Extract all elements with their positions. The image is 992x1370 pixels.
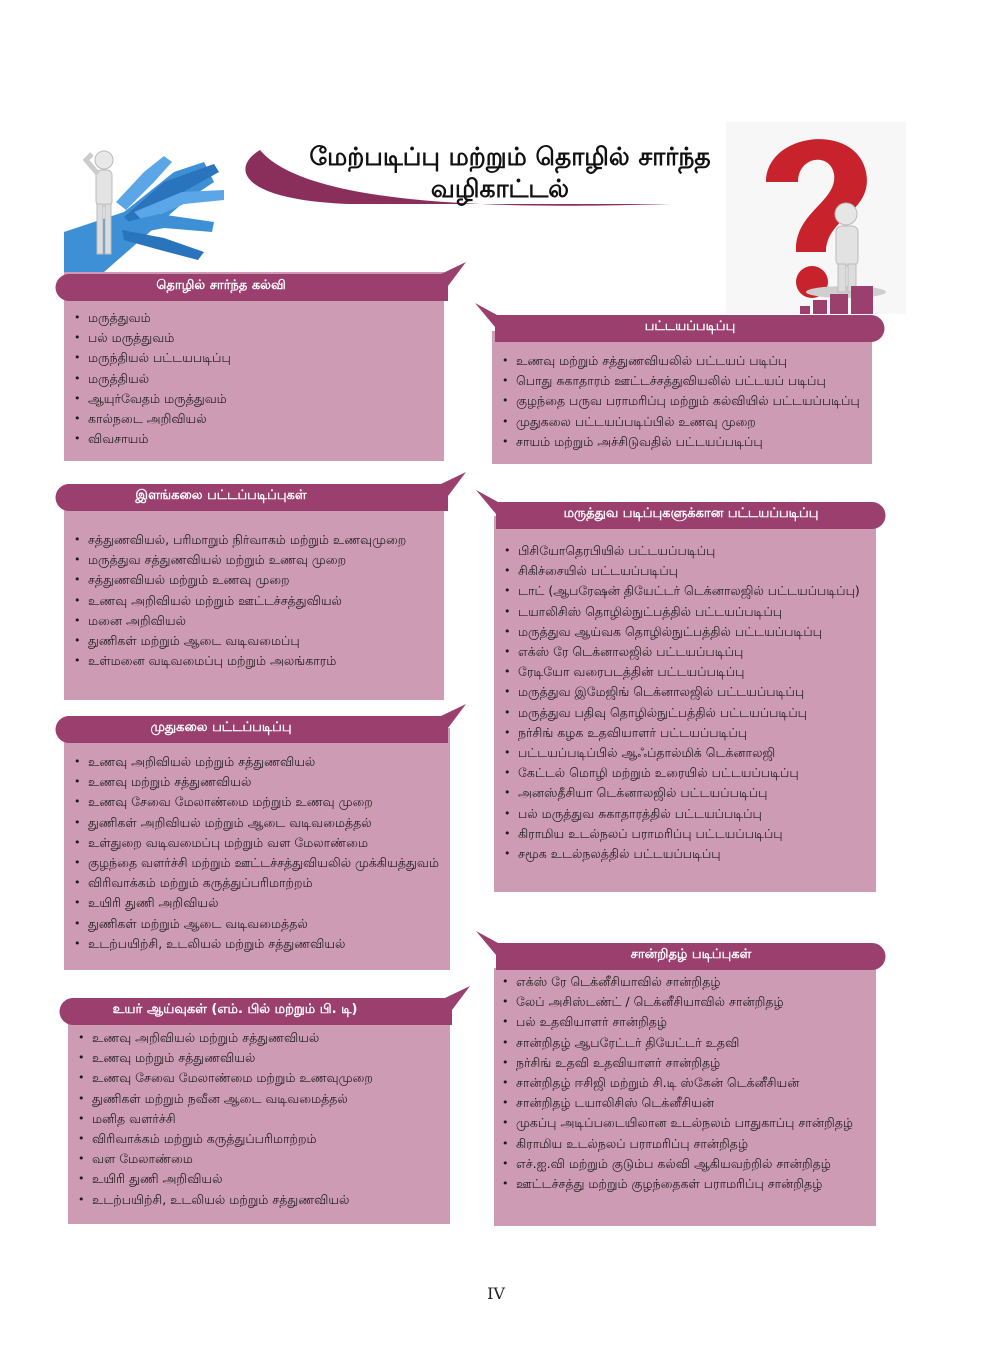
list-item: • பல் உதவியாளர் சான்றிதழ் <box>502 1012 870 1032</box>
list-item: • சத்துணவியல், பரிமாறும் நிர்வாகம் மற்றும் உணவுமுறை <box>74 530 438 550</box>
list-item: • கிராமிய உடல்நலப் பராமரிப்பு சான்றிதழ் <box>502 1134 870 1154</box>
ug-tab <box>56 472 466 503</box>
list-item: • மருத்துவ பதிவு தொழில்நுட்பத்தில் பட்டயப்படிப்பு <box>504 703 870 723</box>
list-item: • மருத்துவ இமேஜிங் டெக்னாலஜில் பட்டயப்படிப்பு <box>504 682 870 702</box>
list-item: • உணவு அறிவியல் மற்றும் சத்துணவியல் <box>78 1028 444 1048</box>
medical-diploma-tab <box>476 490 886 521</box>
list-item: • குழந்தை வளர்ச்சி மற்றும் ஊட்டச்சத்துவியலில் முக்கியத்துவம் <box>74 853 444 873</box>
list-item: • பிசியோதெரபியில் பட்டயப்படிப்பு <box>504 541 870 561</box>
list-item: • சான்றிதழ் ஈசிஜி மற்றும் சி.டி ஸ்கேன் டெக்னீசியன் <box>502 1073 870 1093</box>
diploma-tab <box>475 303 885 334</box>
list-item: • ஊட்டச்சத்து மற்றும் குழந்தைகள் பராமரிப்பு சான்றிதழ் <box>502 1174 870 1194</box>
list-item: • முகப்பு அடிப்படையிலான உடல்நலம் பாதுகாப்பு சான்றிதழ் <box>502 1113 870 1133</box>
list-item: • முதுகலை பட்டயப்படிப்பில் உணவு முறை <box>502 412 866 432</box>
list-item: • குழந்தை பருவ பராமரிப்பு மற்றும் கல்வியில் பட்டயப்படிப்பு <box>502 391 866 411</box>
section-title: இளங்கலை பட்டப்படிப்புகள் <box>135 488 307 503</box>
list-item: • கால்நடை அறிவியல் <box>74 409 438 429</box>
list-item: • எச்.ஐ.வி மற்றும் குடும்ப கல்வி ஆகியவற்றில் சான்றிதழ் <box>502 1154 870 1174</box>
section-title: பட்டயப்படிப்பு <box>644 319 736 334</box>
list-item: • டாட் (ஆபரேஷன் தியேட்டர் டெக்னாலஜில் பட்டயப்படிப்பு) <box>504 581 870 601</box>
list-item: • உணவு மற்றும் சத்துணவியல் <box>78 1048 444 1068</box>
list-item: • விரிவாக்கம் மற்றும் கருத்துப்பரிமாற்றம் <box>74 873 444 893</box>
list-item: • உணவு சேவை மேலாண்மை மற்றும் உணவு முறை <box>74 792 444 812</box>
diploma-panel <box>492 331 872 464</box>
list-item: • உணவு சேவை மேலாண்மை மற்றும் உணவுமுறை <box>78 1068 444 1088</box>
list-item: • மருத்துவம் <box>74 308 438 328</box>
list-item: • மருத்துவ ஆய்வக தொழில்நுட்பத்தில் பட்டயப்படிப்பு <box>504 622 870 642</box>
list-item: • உடற்பயிற்சி, உடலியல் மற்றும் சத்துணவியல் <box>78 1190 444 1210</box>
list-item: • விவசாயம் <box>74 429 438 449</box>
list-item: • பல் மருத்துவம் <box>74 328 438 348</box>
list-item: • உயிரி துணி அறிவியல் <box>78 1169 444 1189</box>
list-item: • துணிகள் மற்றும் நவீன ஆடை வடிவமைத்தல் <box>78 1089 444 1109</box>
list-item: • உணவு அறிவியல் மற்றும் சத்துணவியல் <box>74 752 444 772</box>
crossroads-illustration <box>64 142 232 272</box>
list-item: • சாயம் மற்றும் அச்சிடுவதில் பட்டயப்படிப்பு <box>502 432 866 452</box>
page-number: IV <box>487 1284 505 1303</box>
ug-panel <box>64 490 444 700</box>
page-title-line-1: மேற்படிப்பு மற்றும் தொழில் சார்ந்த <box>309 142 711 171</box>
research-panel <box>68 1020 450 1224</box>
list-item: • நர்சிங் கழக உதவியாளர் பட்டயப்படிப்பு <box>504 723 870 743</box>
list-item: • உணவு அறிவியல் மற்றும் ஊட்டச்சத்துவியல் <box>74 591 438 611</box>
pg-panel <box>64 728 450 970</box>
list-item: • உயிரி துணி அறிவியல் <box>74 893 444 913</box>
list-item: • துணிகள் அறிவியல் மற்றும் ஆடை வடிவமைத்தல் <box>74 813 444 833</box>
certificate-tab <box>476 931 886 962</box>
list-item: • லேப் அசிஸ்டண்ட் / டெக்னீசியாவில் சான்றிதழ் <box>502 992 870 1012</box>
list-item: • சான்றிதழ் டயாலிசிஸ் டெக்னீசியன் <box>502 1093 870 1113</box>
list-item: • ஆயுர்வேதம் மருத்துவம் <box>74 389 438 409</box>
medical-diploma-panel <box>494 516 876 892</box>
list-item: • மனித வளர்ச்சி <box>78 1109 444 1129</box>
list-item: • அனஸ்தீசியா டெக்னாலஜில் பட்டயப்படிப்பு <box>504 783 870 803</box>
list-item: • துணிகள் மற்றும் ஆடை வடிவமைத்தல் <box>74 914 444 934</box>
certificate-panel <box>494 968 876 1226</box>
list-item: • உள்துறை வடிவமைப்பு மற்றும் வள மேலாண்மை <box>74 833 444 853</box>
list-item: • பட்டயப்படிப்பில் ஆஃப்தால்மிக் டெக்னாலஜி <box>504 743 870 763</box>
list-item: • துணிகள் மற்றும் ஆடை வடிவமைப்பு <box>74 631 438 651</box>
list-item: • எக்ஸ் ரே டெக்னாலஜில் பட்டயப்படிப்பு <box>504 642 870 662</box>
section-title: மருத்துவ படிப்புகளுக்கான பட்டயப்படிப்பு <box>563 506 819 521</box>
research-tab <box>60 986 470 1017</box>
list-item: • உள்மனை வடிவமைப்பு மற்றும் அலங்காரம் <box>74 651 438 671</box>
page-title-line-2: வழிகாட்டல் <box>430 174 570 203</box>
list-item: • விரிவாக்கம் மற்றும் கருத்துப்பரிமாற்றம் <box>78 1129 444 1149</box>
list-item: • மருத்தியல் <box>74 369 438 389</box>
list-item: • உணவு மற்றும் சத்துணவியலில் பட்டயப் படிப்பு <box>502 351 866 371</box>
list-item: • மனை அறிவியல் <box>74 611 438 631</box>
page-header <box>230 138 750 218</box>
list-item: • உணவு மற்றும் சத்துணவியல் <box>74 772 444 792</box>
list-item: • சமூக உடல்நலத்தில் பட்டயப்படிப்பு <box>504 844 870 864</box>
list-item: • ரேடியோ வரைபடத்தின் பட்டயப்படிப்பு <box>504 662 870 682</box>
list-item: • கிராமிய உடல்நலப் பராமரிப்பு பட்டயப்படிப்பு <box>504 824 870 844</box>
list-item: • பொது சுகாதாரம் ஊட்டச்சத்துவியலில் பட்டயப் படிப்பு <box>502 371 866 391</box>
section-title: உயர் ஆய்வுகள் (எம். பில் மற்றும் பி. டி) <box>112 1002 358 1017</box>
list-item: • நர்சிங் உதவி உதவியாளர் சான்றிதழ் <box>502 1053 870 1073</box>
list-item: • பல் மருத்துவ சுகாதாரத்தில் பட்டயப்படிப்பு <box>504 804 870 824</box>
list-item: • சான்றிதழ் ஆபரேட்டர் தியேட்டர் உதவி <box>502 1033 870 1053</box>
list-item: • வள மேலாண்மை <box>78 1149 444 1169</box>
pg-tab <box>56 704 466 735</box>
list-item: • டயாலிசிஸ் தொழில்நுட்பத்தில் பட்டயப்படிப்பு <box>504 602 870 622</box>
section-title: சான்றிதழ் படிப்புகள் <box>630 947 752 962</box>
section-title: முதுகலை பட்டப்படிப்பு <box>150 720 292 735</box>
list-item: • மருத்துவ சத்துணவியல் மற்றும் உணவு முறை <box>74 550 438 570</box>
list-item: • கேட்டல் மொழி மற்றும் உரையில் பட்டயப்படிப்பு <box>504 763 870 783</box>
vocational-tab <box>56 262 466 293</box>
list-item: • மருந்தியல் பட்டயபடிப்பு <box>74 348 438 368</box>
list-item: • எக்ஸ் ரே டெக்னீசியாவில் சான்றிதழ் <box>502 972 870 992</box>
section-title: தொழில் சார்ந்த கல்வி <box>156 278 286 293</box>
list-item: • சிகிச்சையில் பட்டயப்படிப்பு <box>504 561 870 581</box>
list-item: • உடற்பயிற்சி, உடலியல் மற்றும் சத்துணவியல் <box>74 934 444 954</box>
list-item: • சத்துணவியல் மற்றும் உணவு முறை <box>74 570 438 590</box>
